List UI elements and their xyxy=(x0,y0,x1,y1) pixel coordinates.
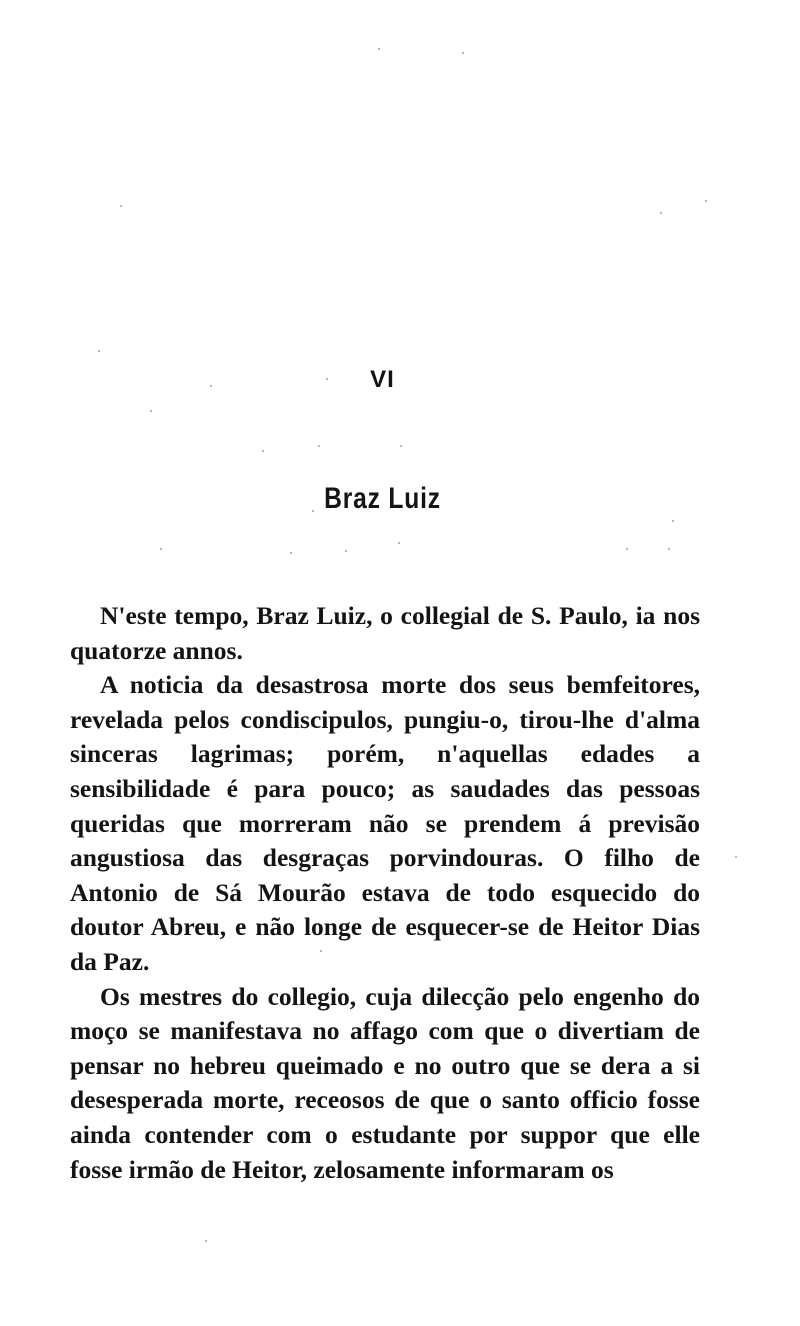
chapter-number: VI xyxy=(370,366,395,393)
scan-speck xyxy=(626,548,628,550)
scan-speck xyxy=(210,385,212,387)
scan-speck xyxy=(462,52,464,54)
scan-speck xyxy=(400,445,402,447)
scan-speck xyxy=(120,205,122,207)
scan-speck xyxy=(398,542,400,544)
scan-speck xyxy=(318,445,320,447)
scan-speck xyxy=(98,350,100,352)
scan-speck xyxy=(668,548,670,550)
scan-speck xyxy=(205,1240,207,1242)
scan-speck xyxy=(312,510,314,512)
chapter-title: Braz Luiz xyxy=(324,482,441,515)
scan-speck xyxy=(326,378,328,380)
scan-speck xyxy=(262,450,264,452)
paragraph: A noticia da desastrosa morte dos seus bemfeitores, revelada pelos condiscipulos, pungiu-o, tirou-lhe d'alma sinceras lagrimas; porém, n'aquellas edades a sensibilidade é para pouco; as saudades das pessoas queridas que morreram não se prendem á previsão angustiosa das desgraças porvindouras. O filho de Antonio de Sá Mourão estava de todo esquecido do doutor Abreu, e não longe de esquecer-se de Heitor Dias da Paz. xyxy=(70,670,700,976)
paragraph: N'este tempo, Braz Luiz, o collegial de S. Paulo, ia nos quatorze annos. xyxy=(70,601,700,665)
scan-speck xyxy=(320,950,322,952)
scan-speck xyxy=(672,520,674,522)
scan-speck xyxy=(378,48,380,50)
paragraph: Os mestres do collegio, cuja dilecção pelo engenho do moço se manifestava no affago com que o divertiam de pensar no hebreu queimado e no outro que se dera a si desesperada morte, receosos de que o santo officio fosse ainda contender com o estudante por suppor que elle fosse irmão de Heitor, zelosamente informaram os xyxy=(70,981,700,1184)
scan-speck xyxy=(160,548,162,550)
scan-speck xyxy=(705,200,707,202)
scan-speck xyxy=(660,212,662,214)
scan-speck xyxy=(345,550,347,552)
scan-speck xyxy=(150,410,152,412)
scan-speck xyxy=(290,552,292,554)
scan-speck xyxy=(735,856,737,858)
chapter-body xyxy=(70,599,700,1187)
